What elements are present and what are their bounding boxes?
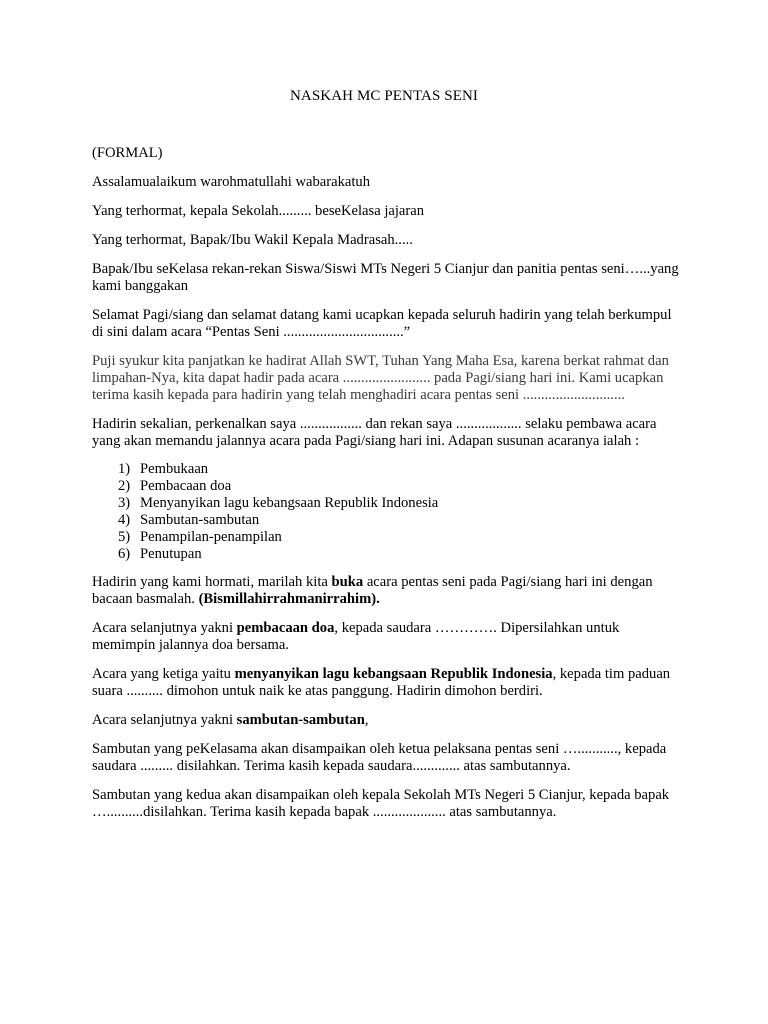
agenda-item-number: 1)	[118, 461, 131, 477]
basmalah-emphasis: (Bismillahirrahmanirrahim).	[198, 591, 380, 607]
greeting-paragraph: Assalamualaikum warohmatullahi wabarakatuh	[92, 174, 371, 190]
speeches-paragraph	[92, 712, 682, 729]
prayer-emphasis: pembacaan doa	[236, 620, 335, 636]
agenda-item-number: 5)	[118, 529, 131, 545]
agenda-item-label: Menyanyikan lagu kebangsaan Republik Indonesia	[140, 495, 439, 511]
agenda-item-number: 4)	[118, 512, 131, 528]
introduction-paragraph: Hadirin sekalian, perkenalkan saya ................. dan rekan saya .................. selaku pembawa acara yang akan memandu jalannya acara pada Pagi/siang hari ini. Adapan susunan acaranya ialah :	[92, 416, 657, 449]
honorific-vice-principal: Yang terhormat, Bapak/Ibu Wakil Kepala Madrasah.....	[92, 232, 413, 248]
agenda-item	[118, 529, 682, 546]
anthem-paragraph	[92, 666, 682, 700]
agenda-item-label: Sambutan-sambutan	[140, 512, 260, 528]
document-body	[92, 145, 682, 833]
speeches-emphasis: sambutan-sambutan	[236, 712, 365, 728]
gratitude-paragraph: Puji syukur kita panjatkan ke hadirat Allah SWT, Tuhan Yang Maha Esa, karena berkat rahmat dan limpahan-Nya, kita dapat hadir pada acara ........................ pada Pagi/siang hari ini. Kami ucapkan terima kasih kepada para hadirin yang telah menghadiri acara pentas seni ............................	[92, 353, 669, 403]
agenda-item-number: 3)	[118, 495, 131, 511]
anthem-text-continued: , kepada tim paduan suara .......... dimohon untuk naik ke atas panggung. Hadirin dimohon berdiri.	[92, 666, 671, 699]
opening-paragraph	[92, 574, 682, 608]
welcome-paragraph: Selamat Pagi/siang dan selamat datang kami ucapkan kepada seluruh hadirin yang telah berkumpul di sini dalam acara “Pentas Seni .................................”	[92, 307, 672, 340]
prayer-text: Acara selanjutnya yakni	[92, 620, 237, 636]
speeches-text: Acara selanjutnya yakni	[92, 712, 237, 728]
style-label: (FORMAL)	[92, 145, 163, 161]
opening-text-continued: acara pentas seni pada Pagi/siang hari ini dengan bacaan basmalah.	[92, 574, 653, 607]
opening-emphasis: buka	[331, 574, 364, 590]
agenda-item	[118, 546, 682, 563]
document-title: NASKAH MC PENTAS SENI	[289, 88, 478, 104]
anthem-text: Acara yang ketiga yaitu	[92, 666, 235, 682]
agenda-item-label: Penutupan	[140, 546, 202, 562]
agenda-item	[118, 461, 682, 478]
anthem-emphasis: menyanyikan lagu kebangsaan Republik Indonesia	[234, 666, 553, 682]
agenda-item-number: 6)	[118, 546, 131, 562]
agenda-item-number: 2)	[118, 478, 131, 494]
speech-second-paragraph: Sambutan yang kedua akan disampaikan oleh kepala Sekolah MTs Negeri 5 Cianjur, kepada bapak …..........disilahkan. Terima kasih kepada bapak .................... atas sambutannya.	[92, 787, 670, 820]
agenda-item	[118, 478, 682, 495]
agenda-item-label: Penampilan-penampilan	[140, 529, 282, 545]
honorific-students: Bapak/Ibu seKelasa rekan-rekan Siswa/Siswi MTs Negeri 5 Cianjur dan panitia pentas seni…...yang kami banggakan	[92, 261, 679, 294]
agenda-item	[118, 495, 682, 512]
agenda-item	[118, 512, 682, 529]
agenda-item-label: Pembacaan doa	[140, 478, 232, 494]
prayer-paragraph	[92, 620, 682, 654]
agenda-item-label: Pembukaan	[140, 461, 209, 477]
agenda-list	[92, 461, 682, 563]
speeches-text-continued: ,	[364, 712, 369, 728]
opening-text: Hadirin yang kami hormati, marilah kita	[92, 574, 332, 590]
speech-first-paragraph: Sambutan yang peKelasama akan disampaikan oleh ketua pelaksana pentas seni …..........., kepada saudara ......... disilahkan. Terima kasih kepada saudara............. atas sambutannya.	[92, 741, 667, 774]
prayer-text-continued: , kepada saudara …………. Dipersilahkan untuk memimpin jalannya doa bersama.	[92, 620, 620, 653]
honorific-principal: Yang terhormat, kepala Sekolah......... beseKelasa jajaran	[92, 203, 425, 219]
